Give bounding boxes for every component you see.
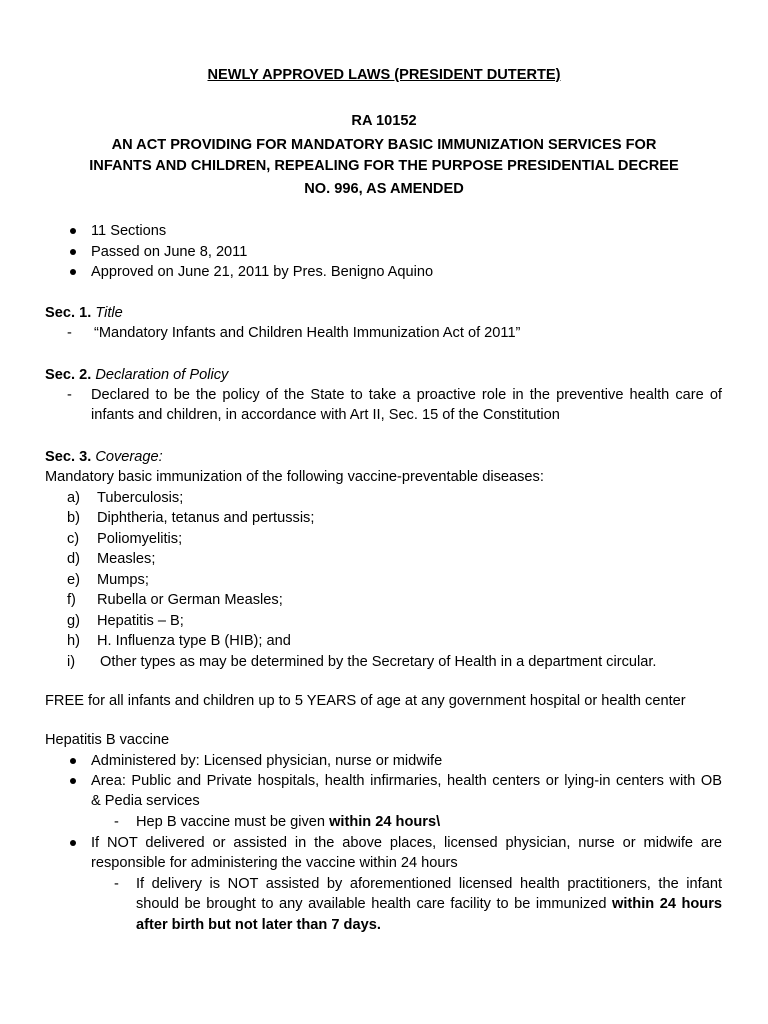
list-item: Other types as may be determined by the Secretary of Health in a department circular. bbox=[100, 654, 657, 670]
sec2-label: Sec. 2. bbox=[45, 367, 92, 383]
hepb-delivery-emphasis: within 24 hours bbox=[612, 896, 723, 912]
bullet-dot bbox=[70, 249, 76, 255]
list-item: Hepatitis – B; bbox=[97, 613, 184, 629]
list-item: H. Influenza type B (HIB); and bbox=[97, 633, 291, 649]
bullet-dot bbox=[70, 758, 76, 764]
hepb-delivery-line-2 bbox=[136, 895, 722, 913]
hepb-delivery-line-3: after birth but not later than 7 days. bbox=[136, 917, 381, 933]
hepb-heading: Hepatitis B vaccine bbox=[45, 732, 170, 748]
sec3-title: Coverage: bbox=[95, 449, 163, 465]
hepb-notdelivered-line-2: responsible for administering the vaccine within 24 hours bbox=[91, 855, 458, 871]
list-item: Measles; bbox=[97, 551, 156, 567]
fact-item: 11 Sections bbox=[91, 223, 167, 239]
hepb-delivery-text: should be brought to any available health care facility to be immunized bbox=[136, 896, 613, 912]
list-marker: g) bbox=[67, 613, 80, 629]
hepb-delivery-line-1: If delivery is NOT assisted by aforementioned licensed health practitioners, the infant bbox=[136, 876, 722, 892]
list-marker: e) bbox=[67, 572, 80, 588]
hepb-administered: Administered by: Licensed physician, nurse or midwife bbox=[91, 753, 443, 769]
list-marker: c) bbox=[67, 531, 80, 547]
hepb-given-text: Hep B vaccine must be given bbox=[136, 814, 330, 830]
list-marker: b) bbox=[67, 510, 80, 526]
dash-marker: - bbox=[67, 387, 72, 403]
bullet-dot bbox=[70, 778, 76, 784]
dash-marker: - bbox=[114, 814, 119, 830]
act-title-line-3: NO. 996, AS AMENDED bbox=[304, 181, 464, 197]
sec3-intro: Mandatory basic immunization of the following vaccine-preventable diseases: bbox=[45, 469, 544, 485]
list-item: Tuberculosis; bbox=[97, 490, 184, 506]
sec2-heading bbox=[45, 366, 228, 384]
sec1-title: Title bbox=[95, 305, 123, 321]
dash-marker: - bbox=[67, 325, 72, 341]
list-item: Poliomyelitis; bbox=[97, 531, 183, 547]
sec1-text: “Mandatory Infants and Children Health Immunization Act of 2011” bbox=[94, 325, 521, 341]
dash-marker: - bbox=[114, 876, 119, 892]
bullet-dot bbox=[70, 840, 76, 846]
list-marker: d) bbox=[67, 551, 80, 567]
hepb-given bbox=[136, 813, 440, 831]
sec3-label: Sec. 3. bbox=[45, 449, 92, 465]
list-item: Rubella or German Measles; bbox=[97, 592, 283, 608]
bullet-dot bbox=[70, 228, 76, 234]
sec3-heading bbox=[45, 448, 163, 466]
sec1-heading bbox=[45, 304, 123, 322]
sec2-line-1: Declared to be the policy of the State to take a proactive role in the preventive health care of bbox=[91, 387, 722, 403]
list-marker: i) bbox=[67, 654, 76, 670]
sec2-title: Declaration of Policy bbox=[95, 367, 229, 383]
list-marker: f) bbox=[67, 592, 76, 608]
list-marker: a) bbox=[67, 490, 80, 506]
hepb-given-emphasis: within 24 hours\ bbox=[329, 814, 441, 830]
list-item: Mumps; bbox=[97, 572, 149, 588]
sec2-line-2: infants and children, in accordance with Art II, Sec. 15 of the Constitution bbox=[91, 407, 560, 423]
bullet-dot bbox=[70, 269, 76, 275]
ra-number: RA 10152 bbox=[351, 113, 417, 129]
act-title-line-1: AN ACT PROVIDING FOR MANDATORY BASIC IMMUNIZATION SERVICES FOR bbox=[111, 137, 657, 153]
fact-item: Approved on June 21, 2011 by Pres. Benigno Aquino bbox=[91, 264, 434, 280]
hepb-area-line-1: Area: Public and Private hospitals, health infirmaries, health centers or lying-in centers with OB bbox=[91, 773, 722, 789]
fact-item: Passed on June 8, 2011 bbox=[91, 244, 248, 260]
sec1-label: Sec. 1. bbox=[45, 305, 92, 321]
hepb-area-line-2: & Pedia services bbox=[91, 793, 200, 809]
main-title: NEWLY APPROVED LAWS (PRESIDENT DUTERTE) bbox=[207, 67, 561, 83]
hepb-notdelivered-line-1: If NOT delivered or assisted in the above places, licensed physician, nurse or midwife are bbox=[91, 835, 722, 851]
list-marker: h) bbox=[67, 633, 80, 649]
act-title-line-2: INFANTS AND CHILDREN, REPEALING FOR THE PURPOSE PRESIDENTIAL DECREE bbox=[89, 158, 679, 174]
free-note: FREE for all infants and children up to 5 YEARS of age at any government hospital or health center bbox=[45, 693, 686, 709]
list-item: Diphtheria, tetanus and pertussis; bbox=[97, 510, 315, 526]
